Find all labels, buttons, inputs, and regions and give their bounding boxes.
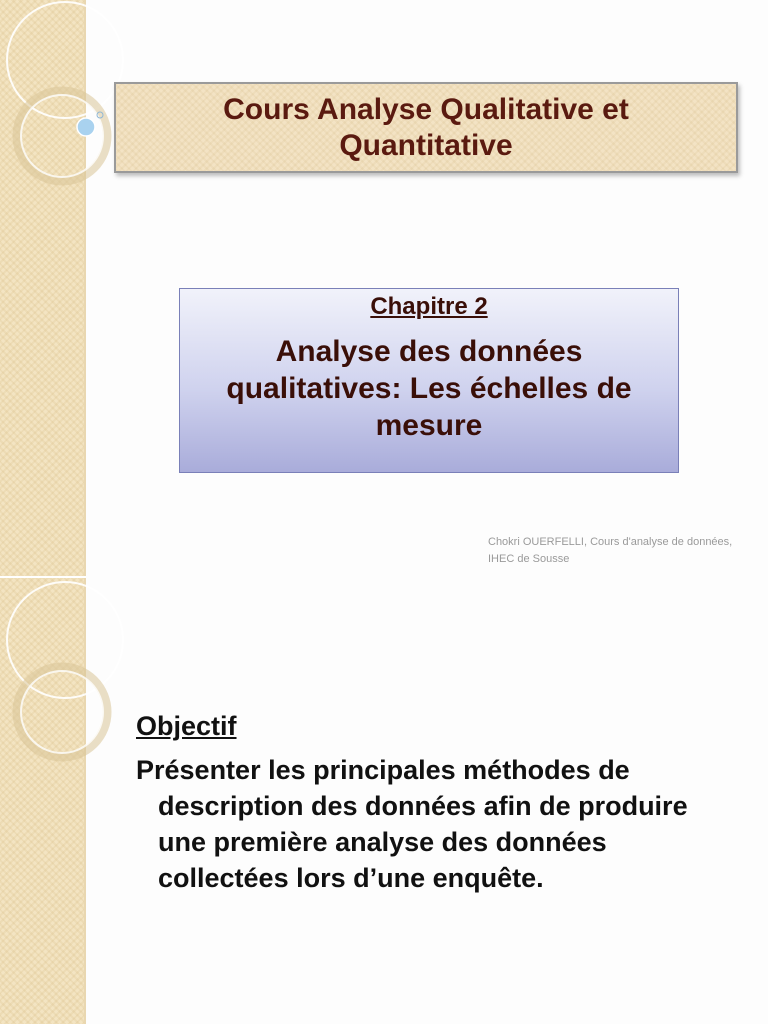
objective-text: Présenter les principales méthodes de description des données afin de produire une première analyse des données collectées lors d’une enquête. — [136, 755, 688, 893]
course-title: Cours Analyse Qualitative et Quantitative — [223, 92, 629, 162]
chapter-box — [179, 288, 679, 473]
chapter-title: Analyse des données qualitatives: Les échelles de mesure — [226, 335, 632, 442]
left-decor-stripe-top — [0, 0, 86, 576]
course-title-box — [114, 82, 738, 173]
objective-label: Objectif — [136, 711, 237, 741]
left-decor-stripe-bottom — [0, 578, 86, 1024]
chapter-label: Chapitre 2 — [370, 293, 488, 320]
decor-bubble-small — [97, 112, 103, 118]
stripe-divider — [0, 576, 86, 578]
author-credit: Chokri OUERFELLI, Cours d'analyse de données, IHEC de Sousse — [488, 536, 733, 565]
